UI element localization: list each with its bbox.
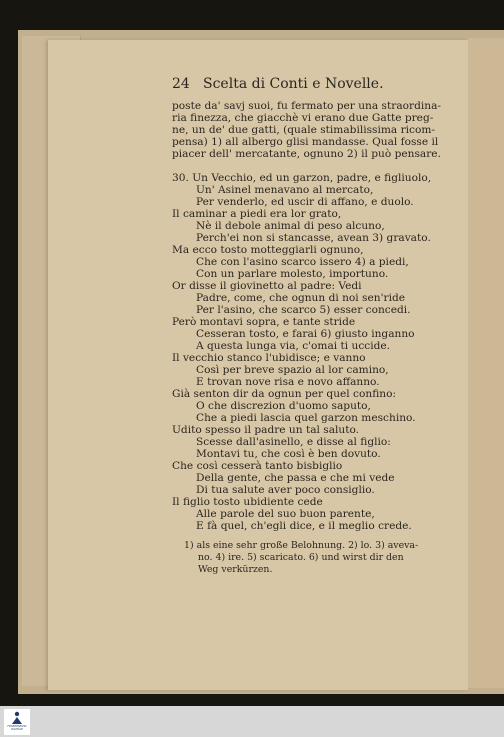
- poem-line: E fà quel, ch'egli dice, e il meglio crede.: [196, 520, 412, 532]
- poem-line: 30. Un Vecchio, ed un garzon, padre, e figliuolo,: [172, 172, 432, 184]
- poem-line: Per venderlo, ed uscir di affano, e duolo.: [196, 196, 414, 208]
- poem-line: Cesseran tosto, e farai 6) giusto inganno: [196, 328, 415, 340]
- poem-line: Che così cesserà tanto bisbiglio: [172, 460, 343, 472]
- poem-line: Un' Asinel menavano al mercato,: [196, 184, 374, 196]
- poem-line: Scesse dall'asinello, e disse al figlio:: [196, 436, 391, 448]
- poem-line: Con un parlare molesto, importuno.: [196, 268, 389, 280]
- poem-line: Nè il debole animal di peso alcuno,: [196, 220, 385, 232]
- poem-line: Che a piedi lascia quel garzon meschino.: [196, 412, 416, 424]
- logo-text-line: DIGITALE: [11, 728, 23, 731]
- poem-line: Che con l'asino scarco issero 4) a piedi,: [196, 256, 409, 268]
- poem-line: O che discrezion d'uomo saputo,: [196, 400, 371, 412]
- intro-line: ria finezza, che giacchè vi erano due Gatte preg-: [172, 112, 434, 124]
- viewer-footer: [0, 706, 504, 737]
- poem-line: Il vecchio stanco l'ubidisce; e vanno: [172, 352, 366, 364]
- poem-line: Ma ecco tosto motteggiarli ognuno,: [172, 244, 364, 256]
- poem-line: Perch'ei non si stancasse, avean 3) gravato.: [196, 232, 431, 244]
- poem-line: Di tua salute aver poco consiglio.: [196, 484, 375, 496]
- poem-line: Udito spesso il padre un tal saluto.: [172, 424, 360, 436]
- poem-line: A questa lunga via, c'omai ti uccide.: [196, 340, 391, 352]
- poem-line: Così per breve spazio al lor camino,: [196, 364, 389, 376]
- poem-line: Montavi tu, che così è ben dovuto.: [196, 448, 381, 460]
- running-head: Scelta di Conti e Novelle.: [203, 76, 384, 92]
- footnote-line: Weg verkürzen.: [198, 564, 273, 575]
- intro-line: pensa) 1) all albergo glisi mandasse. Qual fosse il: [172, 136, 439, 148]
- poem-line: Già senton dir da ognun per quel confino:: [172, 388, 397, 400]
- poem-line: Per l'asino, che scarco 5) esser concedi.: [196, 304, 411, 316]
- poem-line: Della gente, che passa e che mi vede: [196, 472, 395, 484]
- footnote-line: no. 4) ire. 5) scaricato. 6) und wirst dir den: [198, 552, 404, 563]
- poem-line: Alle parole del suo buon parente,: [196, 508, 375, 520]
- logo-mark-icon: [11, 711, 23, 725]
- library-logo[interactable]: [4, 709, 30, 735]
- intro-line: ne, un de' due gatti, (quale stimabilissima ricom-: [172, 124, 435, 136]
- intro-line: piacer dell' mercatante, ognuno 2) il può pensare.: [172, 148, 441, 160]
- footnote-line: 1) als eine sehr große Belohnung. 2) lo. 3) aveva-: [184, 540, 419, 551]
- intro-line: poste da' savj suoi, fu fermato per una straordina-: [172, 100, 441, 112]
- poem-line: Il figlio tosto ubidiente cede: [172, 496, 323, 508]
- page-number: 24: [172, 76, 190, 92]
- poem-line: Il caminar a piedi era lor grato,: [172, 208, 342, 220]
- poem-line: Padre, come, che ognun di noi sen'ride: [196, 292, 406, 304]
- poem-line: Or disse il giovinetto al padre: Vedi: [172, 280, 362, 292]
- logo-text-line: FRONTESPIZIO: [7, 725, 27, 728]
- poem-line: E trovan nove risa e novo affanno.: [196, 376, 380, 388]
- poem-line: Però montavi sopra, e tante stride: [172, 316, 356, 328]
